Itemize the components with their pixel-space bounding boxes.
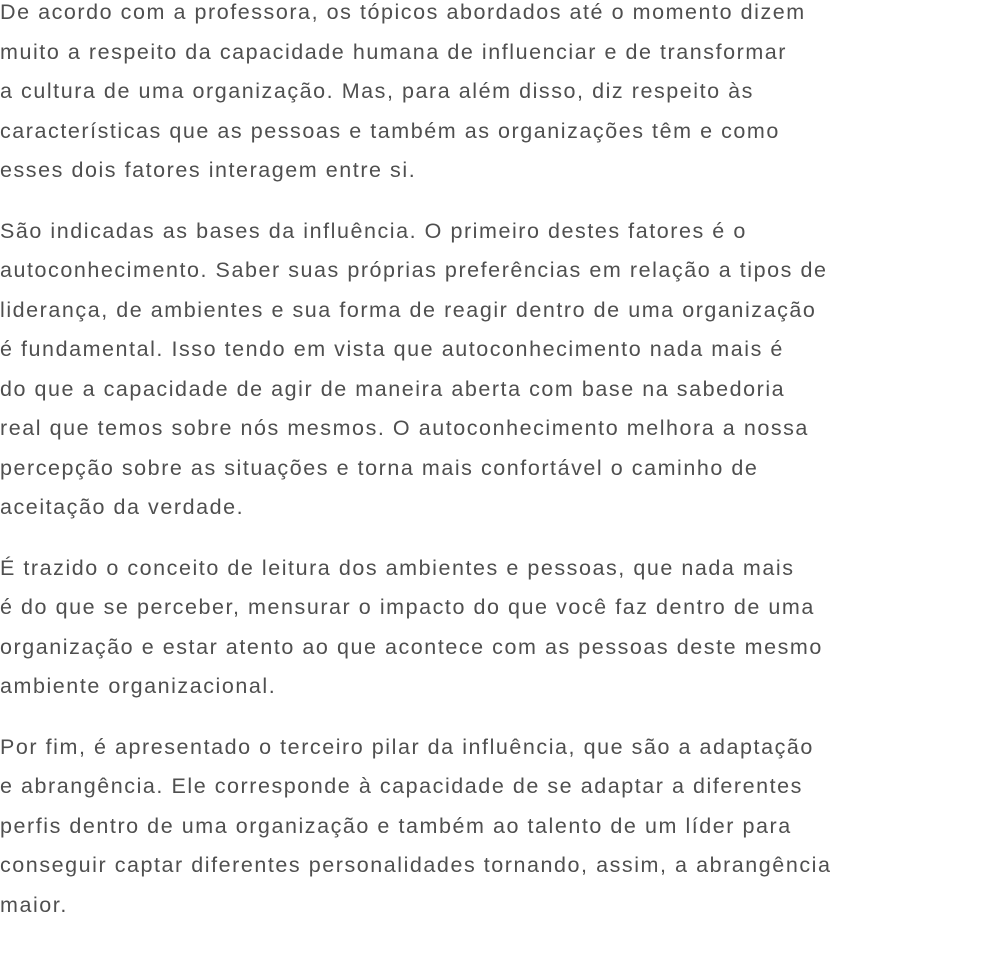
paragraph-intro: De acordo com a professora, os tópicos abordados até o momento dizem muito a respeito da capacidade humana de influenciar e de transformar a cultura de uma organização. Mas, para além disso, diz respeito às características que as pessoas e também as organizações têm e como esses dois fatores interagem entre si.: [0, 0, 806, 182]
paragraph-leitura-ambientes: É trazido o conceito de leitura dos ambientes e pessoas, que nada mais é do que se perceber, mensurar o impacto do que você faz dentro de uma organização e estar atento ao que acontece com as pessoas deste mesmo ambiente organizacional.: [0, 555, 823, 698]
paragraph-adaptacao: Por fim, é apresentado o terceiro pilar da influência, que são a adaptação e abrangência. Ele corresponde à capacidade de se adaptar a diferentes perfis dentro de uma organização e também ao talento de um líder para conseguir captar diferentes personalidades tornando, assim, a abrangência maior.: [0, 734, 832, 917]
paragraph-autoconhecimento: São indicadas as bases da influência. O primeiro destes fatores é o autoconhecimento. Saber suas próprias preferências em relação a tipos de liderança, de ambientes e sua forma de reagir dentro de uma organização é fundamental. Isso tendo em vista que autoconhecimento nada mais é do que a capacidade de agir de maneira aberta com base na sabedoria real que temos sobre nós mesmos. O autoconhecimento melhora a nossa percepção sobre as situações e torna mais confortável o caminho de aceitação da verdade.: [0, 218, 828, 519]
